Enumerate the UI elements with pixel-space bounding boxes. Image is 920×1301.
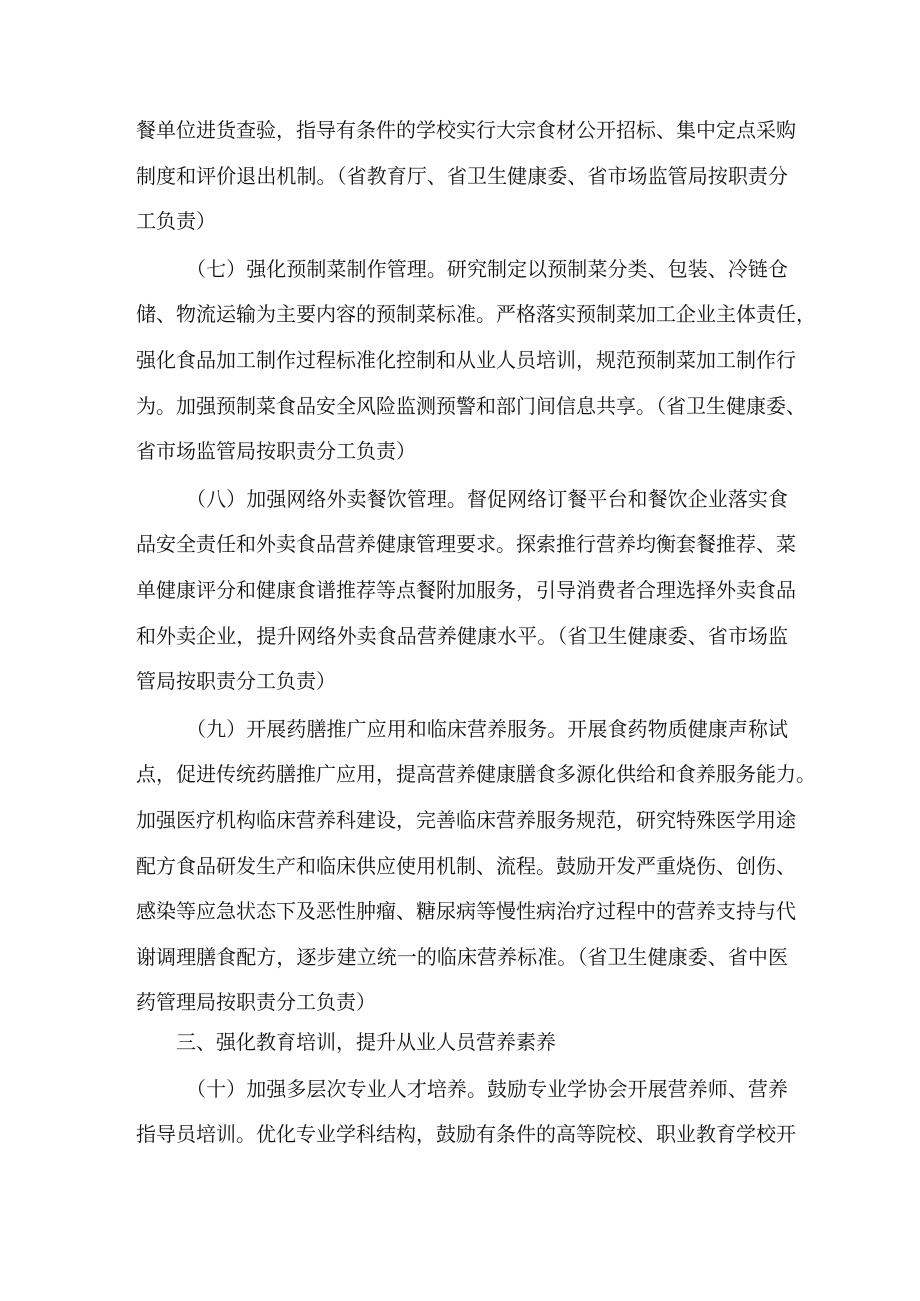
paragraph-item-8: [136, 477, 796, 705]
text-line: 储、物流运输为主要内容的预制菜标准。严格落实预制菜加工企业主体责任，: [136, 302, 816, 327]
text-line: （七）强化预制菜制作管理。研究制定以预制菜分类、包装、冷链仓: [186, 256, 788, 281]
text-line: 管局按职责分工负责）: [136, 669, 336, 694]
text-line: （九）开展药膳推广应用和临床营养服务。开展食药物质健康声称试: [186, 716, 788, 741]
document-page: [136, 108, 816, 1158]
text-line: 配方食品研发生产和临床供应使用机制、流程。鼓励开发严重烧伤、创伤、: [136, 853, 796, 878]
text-line: 强化食品加工制作过程标准化控制和从业人员培训，规范预制菜加工制作行: [136, 347, 796, 372]
text-line: （八）加强网络外卖餐饮管理。督促网络订餐平台和餐饮企业落实食: [186, 486, 788, 511]
text-line: 省市场监管局按职责分工负责）: [136, 439, 416, 464]
text-line: （十）加强多层次专业人才培养。鼓励专业学协会开展营养师、营养: [186, 1076, 788, 1101]
text-line: 感染等应急状态下及恶性肿瘤、糖尿病等慢性病治疗过程中的营养支持与代: [136, 899, 796, 924]
text-line: 餐单位进货查验，指导有条件的学校实行大宗食材公开招标、集中定点采购: [136, 118, 796, 142]
text-line: 品安全责任和外卖食品营养健康管理要求。探索推行营养均衡套餐推荐、菜: [136, 532, 796, 557]
text-line: 点，促进传统药膳推广应用，提高营养健康膳食多源化供给和食养服务能力。: [136, 762, 816, 787]
paragraph-item-7: [136, 247, 816, 475]
text-line: 药管理局按职责分工负责）: [136, 990, 376, 1015]
text-line: 谢调理膳食配方，逐步建立统一的临床营养标准。（省卫生健康委、省中医: [136, 944, 788, 969]
text-line: 单健康评分和健康食谱推荐等点餐附加服务，引导消费者合理选择外卖食品: [136, 577, 796, 602]
text-line: 和外卖企业，提升网络外卖食品营养健康水平。（省卫生健康委、省市场监: [136, 623, 788, 648]
paragraph-continuation: [136, 108, 796, 245]
text-line: 为。加强预制菜食品安全风险监测预警和部门间信息共享。（省卫生健康委、: [136, 393, 806, 418]
paragraph-item-10: [136, 1067, 796, 1158]
text-line: 制度和评价退出机制。（省教育厅、省卫生健康委、省市场监管局按职责分: [136, 163, 788, 188]
text-line: 加强医疗机构临床营养科建设，完善临床营养服务规范，研究特殊医学用途: [136, 807, 796, 832]
text-line: 工负责）: [136, 209, 216, 234]
text-line: 指导员培训。优化专业学科结构，鼓励有条件的高等院校、职业教育学校开: [136, 1122, 796, 1147]
section-heading: 三、强化教育培训，提升从业人员营养素养: [176, 1029, 556, 1054]
paragraph-item-9: [136, 707, 816, 1026]
